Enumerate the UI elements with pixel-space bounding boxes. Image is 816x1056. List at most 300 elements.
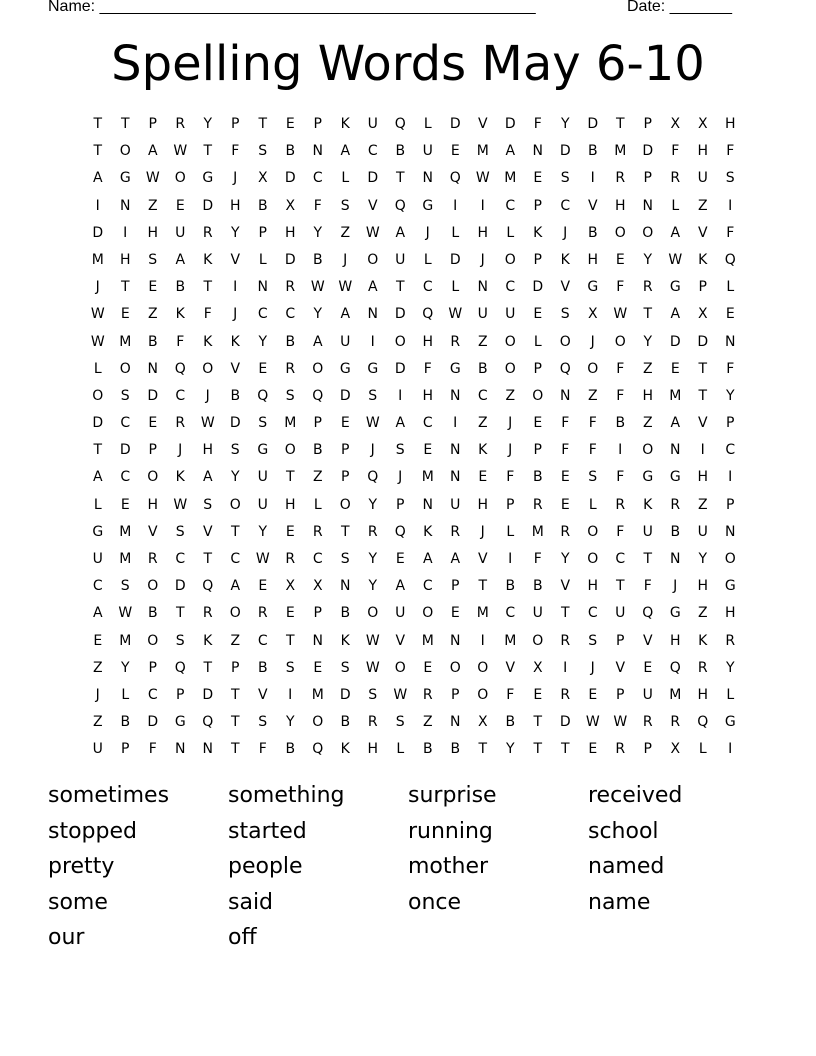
grid-letter: S: [258, 415, 268, 432]
grid-letter: N: [670, 442, 681, 459]
grid-letter: O: [724, 551, 736, 567]
grid-letter: V: [697, 224, 708, 241]
grid-letter: F: [506, 469, 515, 486]
grid-letter: R: [175, 116, 186, 132]
grid-letter: W: [255, 551, 270, 567]
grid-letter: F: [588, 415, 597, 432]
grid-letter: H: [587, 251, 599, 268]
grid-letter: G: [724, 714, 736, 731]
grid-letter: R: [367, 714, 378, 731]
grid-letter: B: [257, 197, 268, 214]
grid-letter: A: [312, 333, 323, 350]
grid-letter: E: [615, 251, 625, 268]
grid-letter: R: [367, 523, 378, 540]
grid-letter: E: [533, 170, 543, 187]
grid-letter: O: [504, 333, 516, 350]
grid-letter: E: [258, 578, 268, 595]
word-item: sometimes: [48, 783, 170, 808]
grid-letter: V: [642, 632, 653, 649]
grid-letter: D: [559, 714, 571, 731]
word-item: received: [588, 783, 683, 808]
grid-letter: N: [642, 197, 653, 214]
grid-letter: N: [450, 469, 461, 486]
grid-letter: N: [450, 442, 461, 459]
grid-letter: D: [284, 251, 296, 268]
grid-letter: F: [258, 741, 267, 758]
grid-letter: B: [450, 741, 461, 758]
grid-letter: S: [340, 659, 350, 676]
grid-letter: V: [560, 279, 571, 296]
grid-letter: Z: [477, 415, 488, 432]
grid-letter: O: [202, 360, 214, 377]
grid-letter: F: [616, 360, 625, 377]
grid-letter: O: [339, 496, 351, 513]
grid-row: [84, 358, 744, 385]
grid-letter: V: [230, 251, 241, 268]
grid-letter: C: [505, 197, 516, 214]
grid-letter: Z: [697, 197, 708, 214]
grid-letter: I: [480, 632, 485, 649]
grid-letter: N: [120, 197, 131, 214]
grid-letter: Y: [313, 224, 323, 241]
grid-letter: H: [422, 333, 434, 350]
grid-letter: O: [367, 251, 379, 268]
grid-letter: E: [148, 415, 158, 432]
word-item: off: [228, 925, 257, 951]
grid-letter: E: [175, 197, 185, 214]
grid-letter: Y: [258, 523, 268, 540]
grid-letter: H: [147, 224, 159, 241]
grid-letter: T: [230, 741, 240, 758]
grid-letter: C: [422, 578, 433, 595]
grid-letter: F: [616, 387, 625, 404]
grid-row: [84, 738, 744, 765]
grid-letter: I: [453, 415, 458, 432]
grid-letter: H: [202, 442, 214, 459]
grid-letter: B: [587, 143, 598, 160]
grid-letter: K: [643, 496, 653, 513]
grid-letter: Y: [368, 551, 378, 567]
grid-letter: U: [697, 523, 708, 540]
grid-letter: M: [531, 523, 544, 540]
grid-letter: O: [394, 659, 406, 676]
grid-letter: Q: [394, 116, 406, 132]
grid-letter: H: [119, 251, 131, 268]
grid-letter: C: [257, 632, 268, 649]
grid-letter: Z: [477, 333, 488, 350]
grid-letter: E: [450, 143, 460, 160]
grid-letter: C: [560, 197, 571, 214]
grid-letter: E: [450, 605, 460, 622]
grid-letter: A: [340, 306, 351, 323]
grid-letter: E: [313, 659, 323, 676]
grid-letter: S: [560, 170, 570, 187]
grid-letter: B: [257, 659, 268, 676]
grid-letter: J: [95, 686, 100, 703]
word-row: [48, 851, 788, 887]
grid-letter: S: [175, 523, 185, 540]
grid-letter: A: [147, 143, 158, 160]
grid-letter: R: [725, 632, 736, 649]
grid-letter: W: [393, 686, 408, 703]
grid-row: [84, 439, 744, 466]
grid-letter: P: [313, 116, 322, 132]
grid-letter: C: [175, 387, 186, 404]
grid-letter: E: [560, 496, 570, 513]
grid-letter: W: [145, 170, 160, 187]
grid-letter: L: [506, 523, 515, 540]
grid-letter: N: [450, 387, 461, 404]
grid-letter: N: [312, 143, 323, 160]
grid-letter: S: [285, 659, 295, 676]
grid-letter: O: [229, 496, 241, 513]
grid-letter: D: [504, 116, 516, 132]
grid-letter: R: [697, 659, 708, 676]
grid-letter: F: [533, 551, 542, 567]
grid-letter: J: [480, 523, 485, 540]
grid-letter: A: [175, 251, 186, 268]
grid-letter: U: [697, 170, 708, 187]
grid-row: [84, 684, 744, 711]
grid-letter: A: [395, 224, 406, 241]
grid-letter: I: [453, 197, 458, 214]
grid-letter: P: [533, 442, 542, 459]
word-row: [48, 922, 788, 958]
grid-letter: B: [395, 143, 406, 160]
grid-row: [84, 303, 744, 330]
grid-letter: X: [697, 306, 708, 323]
grid-letter: G: [642, 469, 654, 486]
grid-letter: S: [395, 714, 405, 731]
grid-letter: R: [285, 360, 296, 377]
grid-letter: W: [365, 659, 380, 676]
word-item: mother: [408, 854, 489, 880]
grid-letter: U: [395, 251, 406, 268]
grid-letter: W: [365, 632, 380, 649]
grid-letter: H: [642, 387, 654, 404]
grid-letter: J: [508, 442, 513, 459]
word-item: some: [48, 889, 108, 915]
grid-letter: Q: [174, 360, 186, 377]
grid-letter: L: [671, 197, 680, 214]
grid-row: [84, 548, 744, 575]
grid-letter: I: [233, 279, 238, 296]
grid-letter: J: [563, 224, 568, 241]
grid-letter: G: [174, 714, 186, 731]
grid-letter: B: [147, 605, 158, 622]
grid-letter: M: [284, 415, 297, 432]
grid-letter: B: [147, 333, 158, 350]
grid-letter: D: [202, 686, 214, 703]
grid-letter: E: [285, 605, 295, 622]
grid-letter: L: [726, 686, 735, 703]
grid-letter: T: [698, 360, 708, 377]
grid-letter: F: [726, 224, 735, 241]
grid-letter: P: [726, 496, 735, 513]
grid-letter: N: [422, 496, 433, 513]
grid-letter: N: [202, 741, 213, 758]
grid-letter: T: [203, 551, 213, 567]
grid-letter: D: [174, 578, 186, 595]
name-field-label: Name: _________________________________________________: [48, 0, 536, 15]
grid-letter: E: [533, 306, 543, 323]
grid-letter: V: [202, 523, 213, 540]
grid-letter: Y: [368, 496, 378, 513]
grid-letter: R: [202, 224, 213, 241]
grid-letter: D: [92, 224, 104, 241]
grid-letter: P: [231, 116, 240, 132]
grid-letter: J: [343, 251, 348, 268]
grid-letter: C: [285, 306, 296, 323]
letter-grid: [84, 113, 744, 766]
word-item: said: [228, 889, 274, 915]
grid-letter: P: [258, 224, 267, 241]
grid-letter: S: [285, 387, 295, 404]
grid-letter: V: [257, 686, 268, 703]
grid-letter: J: [673, 578, 678, 595]
grid-row: [84, 276, 744, 303]
grid-letter: C: [147, 686, 158, 703]
grid-letter: P: [726, 415, 735, 432]
grid-letter: W: [90, 306, 105, 323]
grid-letter: V: [395, 632, 406, 649]
grid-letter: P: [341, 469, 350, 486]
grid-row: [84, 630, 744, 657]
grid-letter: E: [120, 496, 130, 513]
grid-letter: B: [120, 714, 131, 731]
grid-letter: G: [339, 360, 351, 377]
grid-letter: D: [147, 387, 159, 404]
grid-letter: P: [698, 279, 707, 296]
grid-letter: L: [93, 496, 102, 513]
grid-letter: R: [670, 496, 681, 513]
grid-letter: K: [478, 442, 488, 459]
grid-letter: D: [587, 116, 599, 132]
grid-letter: K: [230, 333, 240, 350]
grid-letter: L: [93, 360, 102, 377]
grid-letter: E: [478, 469, 488, 486]
grid-letter: H: [697, 686, 709, 703]
grid-letter: E: [340, 415, 350, 432]
grid-letter: I: [700, 442, 705, 459]
grid-letter: L: [423, 116, 432, 132]
grid-letter: C: [367, 143, 378, 160]
grid-letter: B: [312, 442, 323, 459]
grid-letter: R: [615, 741, 626, 758]
grid-letter: L: [258, 251, 267, 268]
grid-letter: A: [395, 415, 406, 432]
grid-letter: G: [724, 578, 736, 595]
grid-letter: O: [312, 714, 324, 731]
grid-letter: F: [726, 143, 735, 160]
grid-letter: R: [615, 170, 626, 187]
grid-letter: Y: [725, 659, 735, 676]
grid-letter: B: [285, 143, 296, 160]
grid-letter: H: [697, 143, 709, 160]
grid-letter: S: [258, 143, 268, 160]
grid-letter: E: [285, 523, 295, 540]
grid-letter: N: [147, 360, 158, 377]
grid-letter: F: [506, 686, 515, 703]
grid-letter: X: [257, 170, 268, 187]
page-title: Spelling Words May 6-10: [111, 36, 705, 92]
grid-letter: Y: [203, 116, 213, 132]
grid-letter: A: [670, 306, 681, 323]
grid-row: [84, 412, 744, 439]
grid-letter: B: [477, 360, 488, 377]
grid-letter: T: [643, 306, 653, 323]
grid-letter: F: [588, 442, 597, 459]
grid-letter: V: [505, 659, 516, 676]
grid-letter: F: [203, 306, 212, 323]
grid-letter: J: [178, 442, 183, 459]
grid-letter: H: [724, 605, 736, 622]
grid-letter: H: [587, 578, 599, 595]
grid-letter: R: [257, 605, 268, 622]
grid-row: [84, 711, 744, 738]
grid-letter: Y: [725, 387, 735, 404]
grid-letter: G: [449, 360, 461, 377]
grid-letter: R: [560, 523, 571, 540]
grid-letter: C: [92, 578, 103, 595]
grid-letter: H: [229, 197, 241, 214]
grid-letter: V: [477, 551, 488, 567]
grid-letter: X: [587, 306, 598, 323]
grid-letter: A: [395, 578, 406, 595]
grid-letter: T: [533, 741, 543, 758]
grid-letter: V: [230, 360, 241, 377]
grid-letter: U: [615, 605, 626, 622]
grid-letter: R: [642, 714, 653, 731]
grid-letter: K: [203, 251, 213, 268]
grid-letter: N: [560, 387, 571, 404]
grid-letter: C: [422, 279, 433, 296]
grid-letter: O: [367, 605, 379, 622]
grid-letter: F: [148, 741, 157, 758]
word-item: surprise: [408, 783, 497, 808]
grid-letter: F: [176, 333, 185, 350]
grid-letter: T: [175, 605, 185, 622]
grid-letter: G: [257, 442, 269, 459]
grid-letter: P: [148, 442, 157, 459]
grid-letter: E: [670, 360, 680, 377]
grid-letter: X: [532, 659, 543, 676]
grid-letter: U: [477, 306, 488, 323]
grid-letter: E: [588, 686, 598, 703]
grid-letter: J: [95, 279, 100, 296]
grid-letter: W: [365, 415, 380, 432]
grid-letter: T: [93, 442, 103, 459]
grid-letter: E: [588, 741, 598, 758]
grid-letter: O: [174, 170, 186, 187]
grid-letter: S: [588, 632, 598, 649]
grid-letter: U: [175, 224, 186, 241]
grid-letter: P: [451, 686, 460, 703]
grid-letter: N: [312, 632, 323, 649]
grid-row: [84, 575, 744, 602]
grid-letter: U: [642, 686, 653, 703]
grid-letter: H: [724, 116, 736, 132]
grid-letter: G: [367, 360, 379, 377]
grid-letter: P: [313, 605, 322, 622]
grid-letter: V: [615, 659, 626, 676]
grid-letter: S: [395, 442, 405, 459]
grid-letter: T: [340, 523, 350, 540]
grid-letter: N: [450, 714, 461, 731]
grid-letter: U: [505, 306, 516, 323]
grid-letter: E: [93, 632, 103, 649]
word-item: pretty: [48, 854, 115, 880]
grid-letter: R: [670, 170, 681, 187]
grid-letter: L: [698, 741, 707, 758]
grid-letter: M: [476, 605, 489, 622]
grid-row: [84, 494, 744, 521]
grid-letter: I: [480, 197, 485, 214]
grid-letter: C: [120, 469, 131, 486]
grid-letter: Z: [697, 605, 708, 622]
grid-letter: N: [725, 333, 736, 350]
grid-letter: O: [587, 551, 599, 567]
grid-letter: F: [533, 116, 542, 132]
grid-letter: F: [671, 143, 680, 160]
grid-letter: B: [285, 333, 296, 350]
grid-letter: U: [257, 496, 268, 513]
grid-letter: Q: [559, 360, 571, 377]
grid-letter: E: [395, 551, 405, 567]
grid-letter: M: [614, 143, 627, 160]
grid-letter: P: [506, 496, 515, 513]
grid-letter: W: [668, 251, 683, 268]
grid-letter: T: [615, 578, 625, 595]
grid-letter: D: [284, 170, 296, 187]
grid-letter: B: [175, 279, 186, 296]
grid-letter: H: [367, 741, 379, 758]
grid-letter: T: [203, 279, 213, 296]
grid-letter: D: [559, 143, 571, 160]
grid-letter: P: [533, 360, 542, 377]
grid-letter: Y: [560, 551, 570, 567]
grid-letter: V: [147, 523, 158, 540]
grid-letter: C: [587, 605, 598, 622]
grid-letter: E: [643, 659, 653, 676]
grid-letter: T: [395, 170, 405, 187]
grid-letter: S: [340, 197, 350, 214]
grid-letter: K: [340, 632, 350, 649]
word-item: once: [408, 889, 462, 915]
grid-letter: S: [725, 170, 735, 187]
grid-row: [84, 466, 744, 493]
grid-letter: C: [257, 306, 268, 323]
grid-letter: I: [728, 197, 733, 214]
grid-letter: H: [147, 496, 159, 513]
grid-letter: G: [587, 279, 599, 296]
grid-letter: R: [670, 714, 681, 731]
grid-letter: B: [422, 741, 433, 758]
grid-letter: Q: [394, 197, 406, 214]
grid-letter: D: [532, 279, 544, 296]
grid-letter: K: [340, 116, 350, 132]
grid-letter: Q: [202, 714, 214, 731]
grid-letter: I: [123, 224, 128, 241]
grid-letter: U: [340, 333, 351, 350]
grid-letter: M: [119, 523, 132, 540]
grid-letter: O: [587, 523, 599, 540]
grid-letter: T: [643, 551, 653, 567]
grid-letter: O: [614, 333, 626, 350]
grid-letter: D: [394, 306, 406, 323]
grid-letter: W: [310, 279, 325, 296]
grid-letter: W: [585, 714, 600, 731]
